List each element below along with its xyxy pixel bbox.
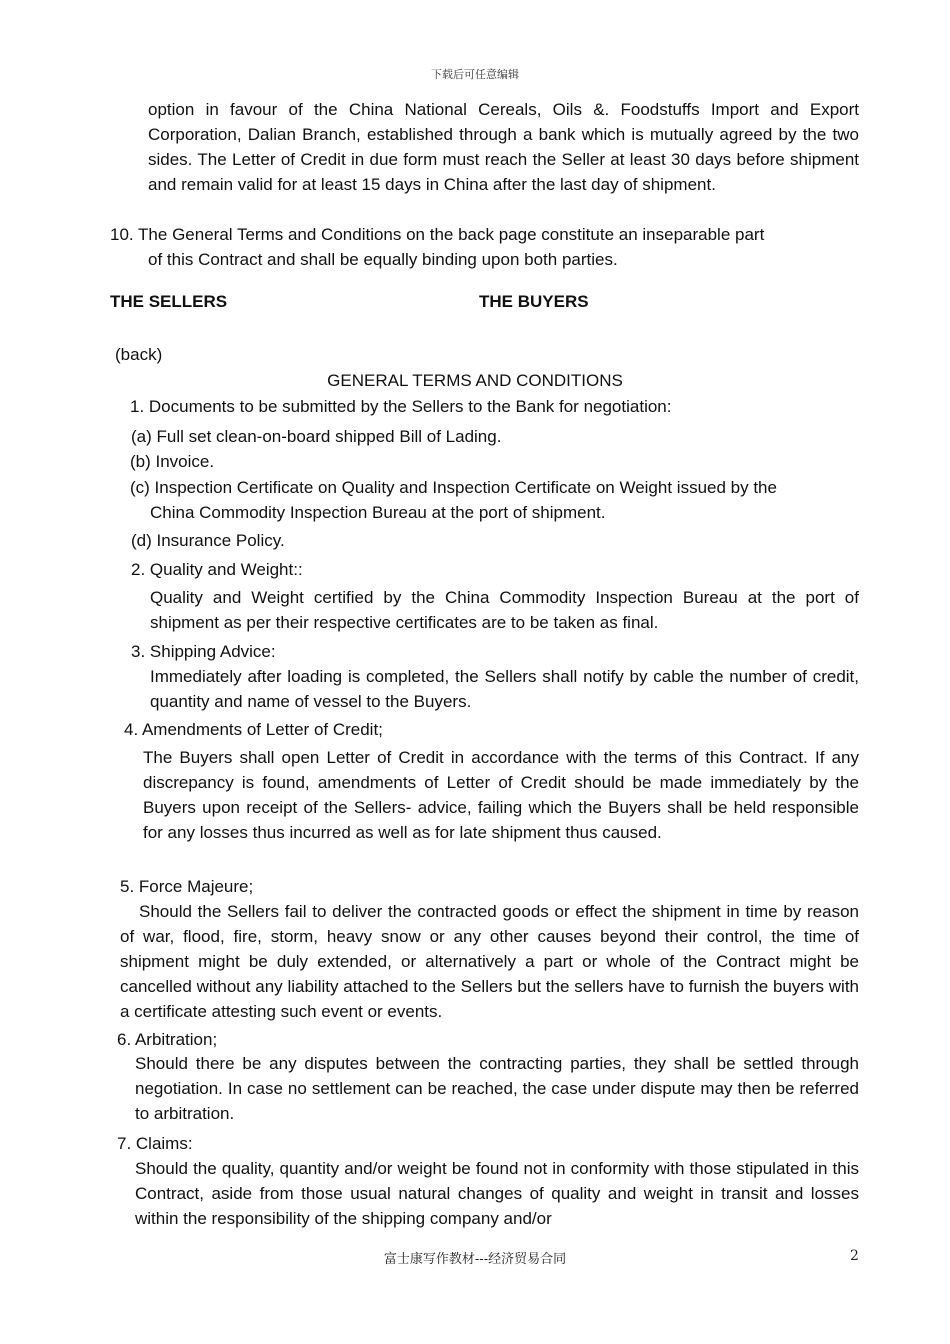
term-5-heading: 5. Force Majeure; (120, 877, 254, 896)
buyers-signature-label: THE BUYERS (479, 292, 589, 311)
term-1-item-a: (a) Full set clean-on-board shipped Bill of Lading. (131, 427, 502, 446)
general-terms-title: GENERAL TERMS AND CONDITIONS (327, 371, 623, 390)
term-7-body: Should the quality, quantity and/or weight be found not in conformity with those stipulated in this Contract, aside from those usual natural changes of quality and weight in transit and losses within the responsibility of the shipping company and/or (135, 1159, 859, 1228)
page-number: 2 (850, 1248, 859, 1264)
term-1-item-b: (b) Invoice. (130, 452, 215, 471)
term-6-heading: 6. Arbitration; (117, 1030, 218, 1049)
sellers-signature-label: THE SELLERS (110, 292, 228, 311)
term-2-body: Quality and Weight certified by the China Commodity Inspection Bureau at the port of shipment as per their respective certificates are to be taken as final. (150, 588, 859, 632)
term-1-heading: 1. Documents to be submitted by the Sellers to the Bank for negotiation: (130, 397, 672, 416)
term-3-body: Immediately after loading is completed, the Sellers shall notify by cable the number of credit, quantity and name of vessel to the Buyers. (150, 667, 859, 711)
term-4-heading: 4. Amendments of Letter of Credit; (124, 720, 383, 739)
clause-10-continuation: of this Contract and shall be equally binding upon both parties. (148, 250, 618, 269)
clause-9-continuation: option in favour of the China National Cereals, Oils &. Foodstuffs Import and Export Corporation, Dalian Branch, established through a bank which is mutually agreed by the two sides. The Letter of Credit in due form must reach the Seller at least 30 days before shipment and remain valid for at least 15 days in China after the last day of shipment. (148, 100, 859, 194)
term-5-body: Should the Sellers fail to deliver the contracted goods or effect the shipment in time by reason of war, flood, fire, storm, heavy snow or any other causes beyond their control, the time of shipment might be duly extended, or alternatively a part or whole of the Contract might be cancelled without any liability attached to the Sellers but the sellers have to furnish the buyers with a certificate attesting such event or events. (120, 902, 859, 1021)
back-page-label: (back) (115, 345, 163, 364)
term-4-body: The Buyers shall open Letter of Credit in accordance with the terms of this Contract. If any discrepancy is found, amendments of Letter of Credit should be made immediately by the Buyers upon receipt of the Sellers- advice, failing which the Buyers shall be held responsible for any losses thus incurred as well as for late shipment thus caused. (143, 748, 859, 842)
term-7-heading: 7. Claims: (117, 1134, 193, 1153)
term-3-heading: 3. Shipping Advice: (131, 642, 276, 661)
term-1-item-c-continuation: China Commodity Inspection Bureau at the port of shipment. (150, 503, 606, 522)
footer-title: 富士康写作教材---经济贸易合同 (383, 1252, 567, 1267)
clause-10-first-line: 10. The General Terms and Conditions on the back page constitute an inseparable part (110, 225, 765, 244)
term-1-item-d: (d) Insurance Policy. (131, 531, 285, 550)
term-6-body: Should there be any disputes between the contracting parties, they shall be settled through negotiation. In case no settlement can be reached, the case under dispute may then be referred to arbitration. (135, 1054, 859, 1123)
term-1-item-c-first-line: (c) Inspection Certificate on Quality and Inspection Certificate on Weight issued by the (130, 478, 777, 497)
header-watermark: 下载后可任意编辑 (431, 68, 519, 81)
term-2-heading: 2. Quality and Weight:: (131, 560, 303, 579)
